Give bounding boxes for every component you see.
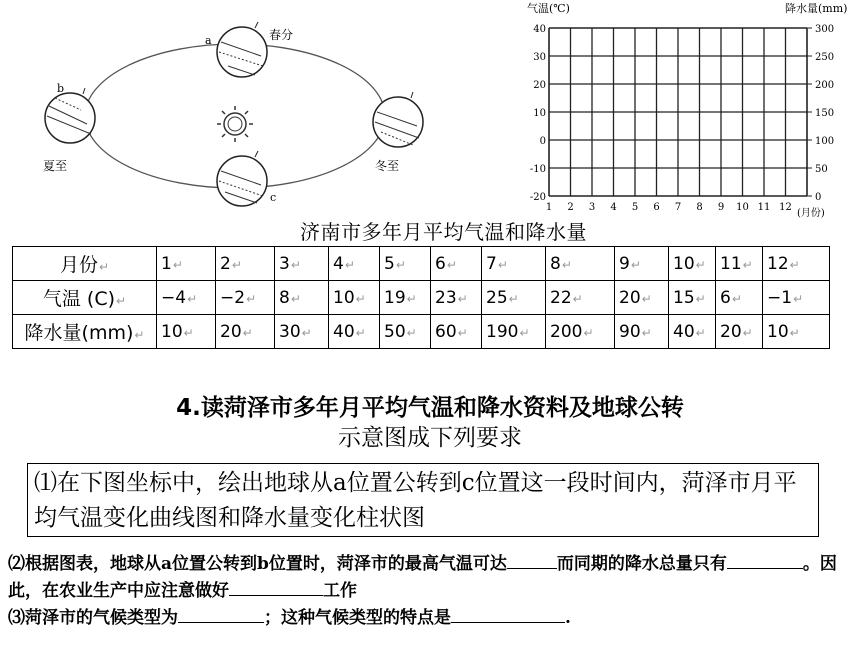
right-axis-title: 降水量(mm) xyxy=(785,2,848,15)
x-tick-label: 8 xyxy=(696,202,703,213)
table-cell: 7↵ xyxy=(482,247,546,281)
x-axis-unit: (月份) xyxy=(797,208,825,218)
right-tick-label: 150 xyxy=(815,108,835,119)
table-cell: 60↵ xyxy=(431,315,482,349)
q3-text-2: ；这种气候类型的特点是 xyxy=(264,608,451,628)
left-axis-title: 气温(℃) xyxy=(527,2,570,15)
table-cell: 10↵ xyxy=(763,315,830,349)
table-row-temperature xyxy=(13,281,830,315)
table-cell: 1↵ xyxy=(157,247,216,281)
table-cell: −4↵ xyxy=(157,281,216,315)
q3-blank-climate-features[interactable] xyxy=(451,604,565,623)
x-tick-label: 4 xyxy=(610,202,617,213)
q2-blank-agri-work[interactable] xyxy=(229,577,323,596)
x-tick-label: 11 xyxy=(757,202,771,213)
table-cell: 23↵ xyxy=(431,281,482,315)
table-cell: 10↵ xyxy=(329,281,380,315)
table-cell: 4↵ xyxy=(329,247,380,281)
table-cell: 40↵ xyxy=(669,315,716,349)
sun-icon xyxy=(217,106,253,142)
x-tick-label: 7 xyxy=(674,202,682,213)
table-cell: 25↵ xyxy=(482,281,546,315)
table-cell: 90↵ xyxy=(615,315,669,349)
label-a: a xyxy=(205,34,212,47)
table-cell: −2↵ xyxy=(216,281,275,315)
table-row-precipitation xyxy=(13,315,830,349)
label-c: c xyxy=(270,191,277,204)
q2-blank-max-temp[interactable] xyxy=(507,550,557,569)
climate-data-table xyxy=(12,246,830,349)
table-cell: 11↵ xyxy=(716,247,763,281)
table-cell: 50↵ xyxy=(380,315,431,349)
x-tick-label: 12 xyxy=(779,202,792,213)
table-cell: 8↵ xyxy=(275,281,329,315)
question-3 xyxy=(8,604,858,631)
question-title xyxy=(0,393,860,453)
question-1-text: ⑴在下图坐标中，绘出地球从a位置公转到c位置这一段时间内，菏泽市月平均气温变化曲线图和降水量变化柱状图 xyxy=(34,470,797,531)
table-cell: 12↵ xyxy=(763,247,830,281)
row-header: 气温 (C)↵ xyxy=(13,281,157,315)
table-cell: 3↵ xyxy=(275,247,329,281)
earth-orbit-diagram xyxy=(25,0,480,215)
table-cell: 190↵ xyxy=(482,315,546,349)
q3-blank-climate-type[interactable] xyxy=(178,604,264,623)
left-tick-label: 0 xyxy=(539,136,546,147)
row-header: 降水量(mm)↵ xyxy=(13,315,157,349)
earth-position-winter xyxy=(373,92,423,147)
q3-text-end: . xyxy=(565,608,571,628)
q2-text-1: ⑵根据图表，地球从a位置公转到b位置时，菏泽市的最高气温可达 xyxy=(8,554,507,574)
earth-position-a xyxy=(217,22,267,77)
q3-text-1: ⑶菏泽市的气候类型为 xyxy=(8,608,178,628)
q2-text-3: 。因此，在农业生产中应注意做好 xyxy=(8,554,837,601)
left-tick-label: 20 xyxy=(533,80,546,91)
table-cell: 20↵ xyxy=(216,315,275,349)
label-spring-equinox: 春分 xyxy=(269,28,294,42)
label-b: b xyxy=(57,82,65,95)
table-cell: 20↵ xyxy=(615,281,669,315)
x-tick-label: 9 xyxy=(717,202,725,213)
question-2 xyxy=(8,550,858,604)
table-cell: 10↵ xyxy=(157,315,216,349)
left-tick-label: -20 xyxy=(529,192,546,203)
x-tick-label: 3 xyxy=(588,202,596,213)
x-tick-label: 2 xyxy=(567,202,574,213)
left-axis-ticks xyxy=(530,24,546,203)
row-header: 月份↵ xyxy=(13,247,157,281)
table-cell: 6↵ xyxy=(716,281,763,315)
right-tick-label: 200 xyxy=(815,80,835,91)
question-title-line1: 4.读菏泽市多年月平均气温和降水资料及地球公转 xyxy=(176,395,684,421)
table-cell: 30↵ xyxy=(275,315,329,349)
right-tick-label: 50 xyxy=(815,164,828,175)
table-title: 济南市多年月平均气温和降水量 xyxy=(300,220,587,244)
right-tick-label: 300 xyxy=(815,24,835,35)
table-row-month xyxy=(13,247,830,281)
table-cell: 22↵ xyxy=(546,281,615,315)
label-winter-solstice: 冬至 xyxy=(375,159,400,173)
q2-text-2: 而同期的降水总量只有 xyxy=(556,554,727,574)
x-tick-label: 10 xyxy=(736,202,749,213)
x-axis-ticks xyxy=(546,202,792,213)
table-cell: 6↵ xyxy=(431,247,482,281)
earth-position-c xyxy=(217,151,267,206)
label-summer-solstice: 夏至 xyxy=(43,159,68,173)
questions-2-3 xyxy=(8,550,858,631)
earth-position-b xyxy=(45,88,95,143)
left-tick-label: -10 xyxy=(529,164,546,175)
blank-climate-grid xyxy=(525,0,855,218)
right-axis-ticks xyxy=(815,24,834,203)
right-tick-label: 100 xyxy=(815,136,835,147)
x-tick-label: 6 xyxy=(653,202,660,213)
table-cell: 200↵ xyxy=(546,315,615,349)
q2-text-4: 工作 xyxy=(323,581,357,601)
table-cell: 20↵ xyxy=(716,315,763,349)
x-tick-label: 1 xyxy=(545,202,553,213)
table-cell: 40↵ xyxy=(329,315,380,349)
q2-blank-precip-total[interactable] xyxy=(727,550,803,569)
left-tick-label: 40 xyxy=(533,24,546,35)
grid-lines xyxy=(549,28,812,196)
table-cell: 8↵ xyxy=(546,247,615,281)
left-tick-label: 10 xyxy=(533,108,546,119)
table-cell: 5↵ xyxy=(380,247,431,281)
x-tick-label: 5 xyxy=(631,202,639,213)
table-cell: 9↵ xyxy=(615,247,669,281)
table-cell: 2↵ xyxy=(216,247,275,281)
table-cell: 10↵ xyxy=(669,247,716,281)
table-cell: −1↵ xyxy=(763,281,830,315)
table-cell: 19↵ xyxy=(380,281,431,315)
table-cell: 15↵ xyxy=(669,281,716,315)
right-tick-label: 250 xyxy=(815,52,835,63)
left-tick-label: 30 xyxy=(533,52,546,63)
question-title-line2: 示意图成下列要求 xyxy=(338,425,522,451)
right-tick-label: 0 xyxy=(815,192,822,203)
question-1-box xyxy=(27,463,819,537)
